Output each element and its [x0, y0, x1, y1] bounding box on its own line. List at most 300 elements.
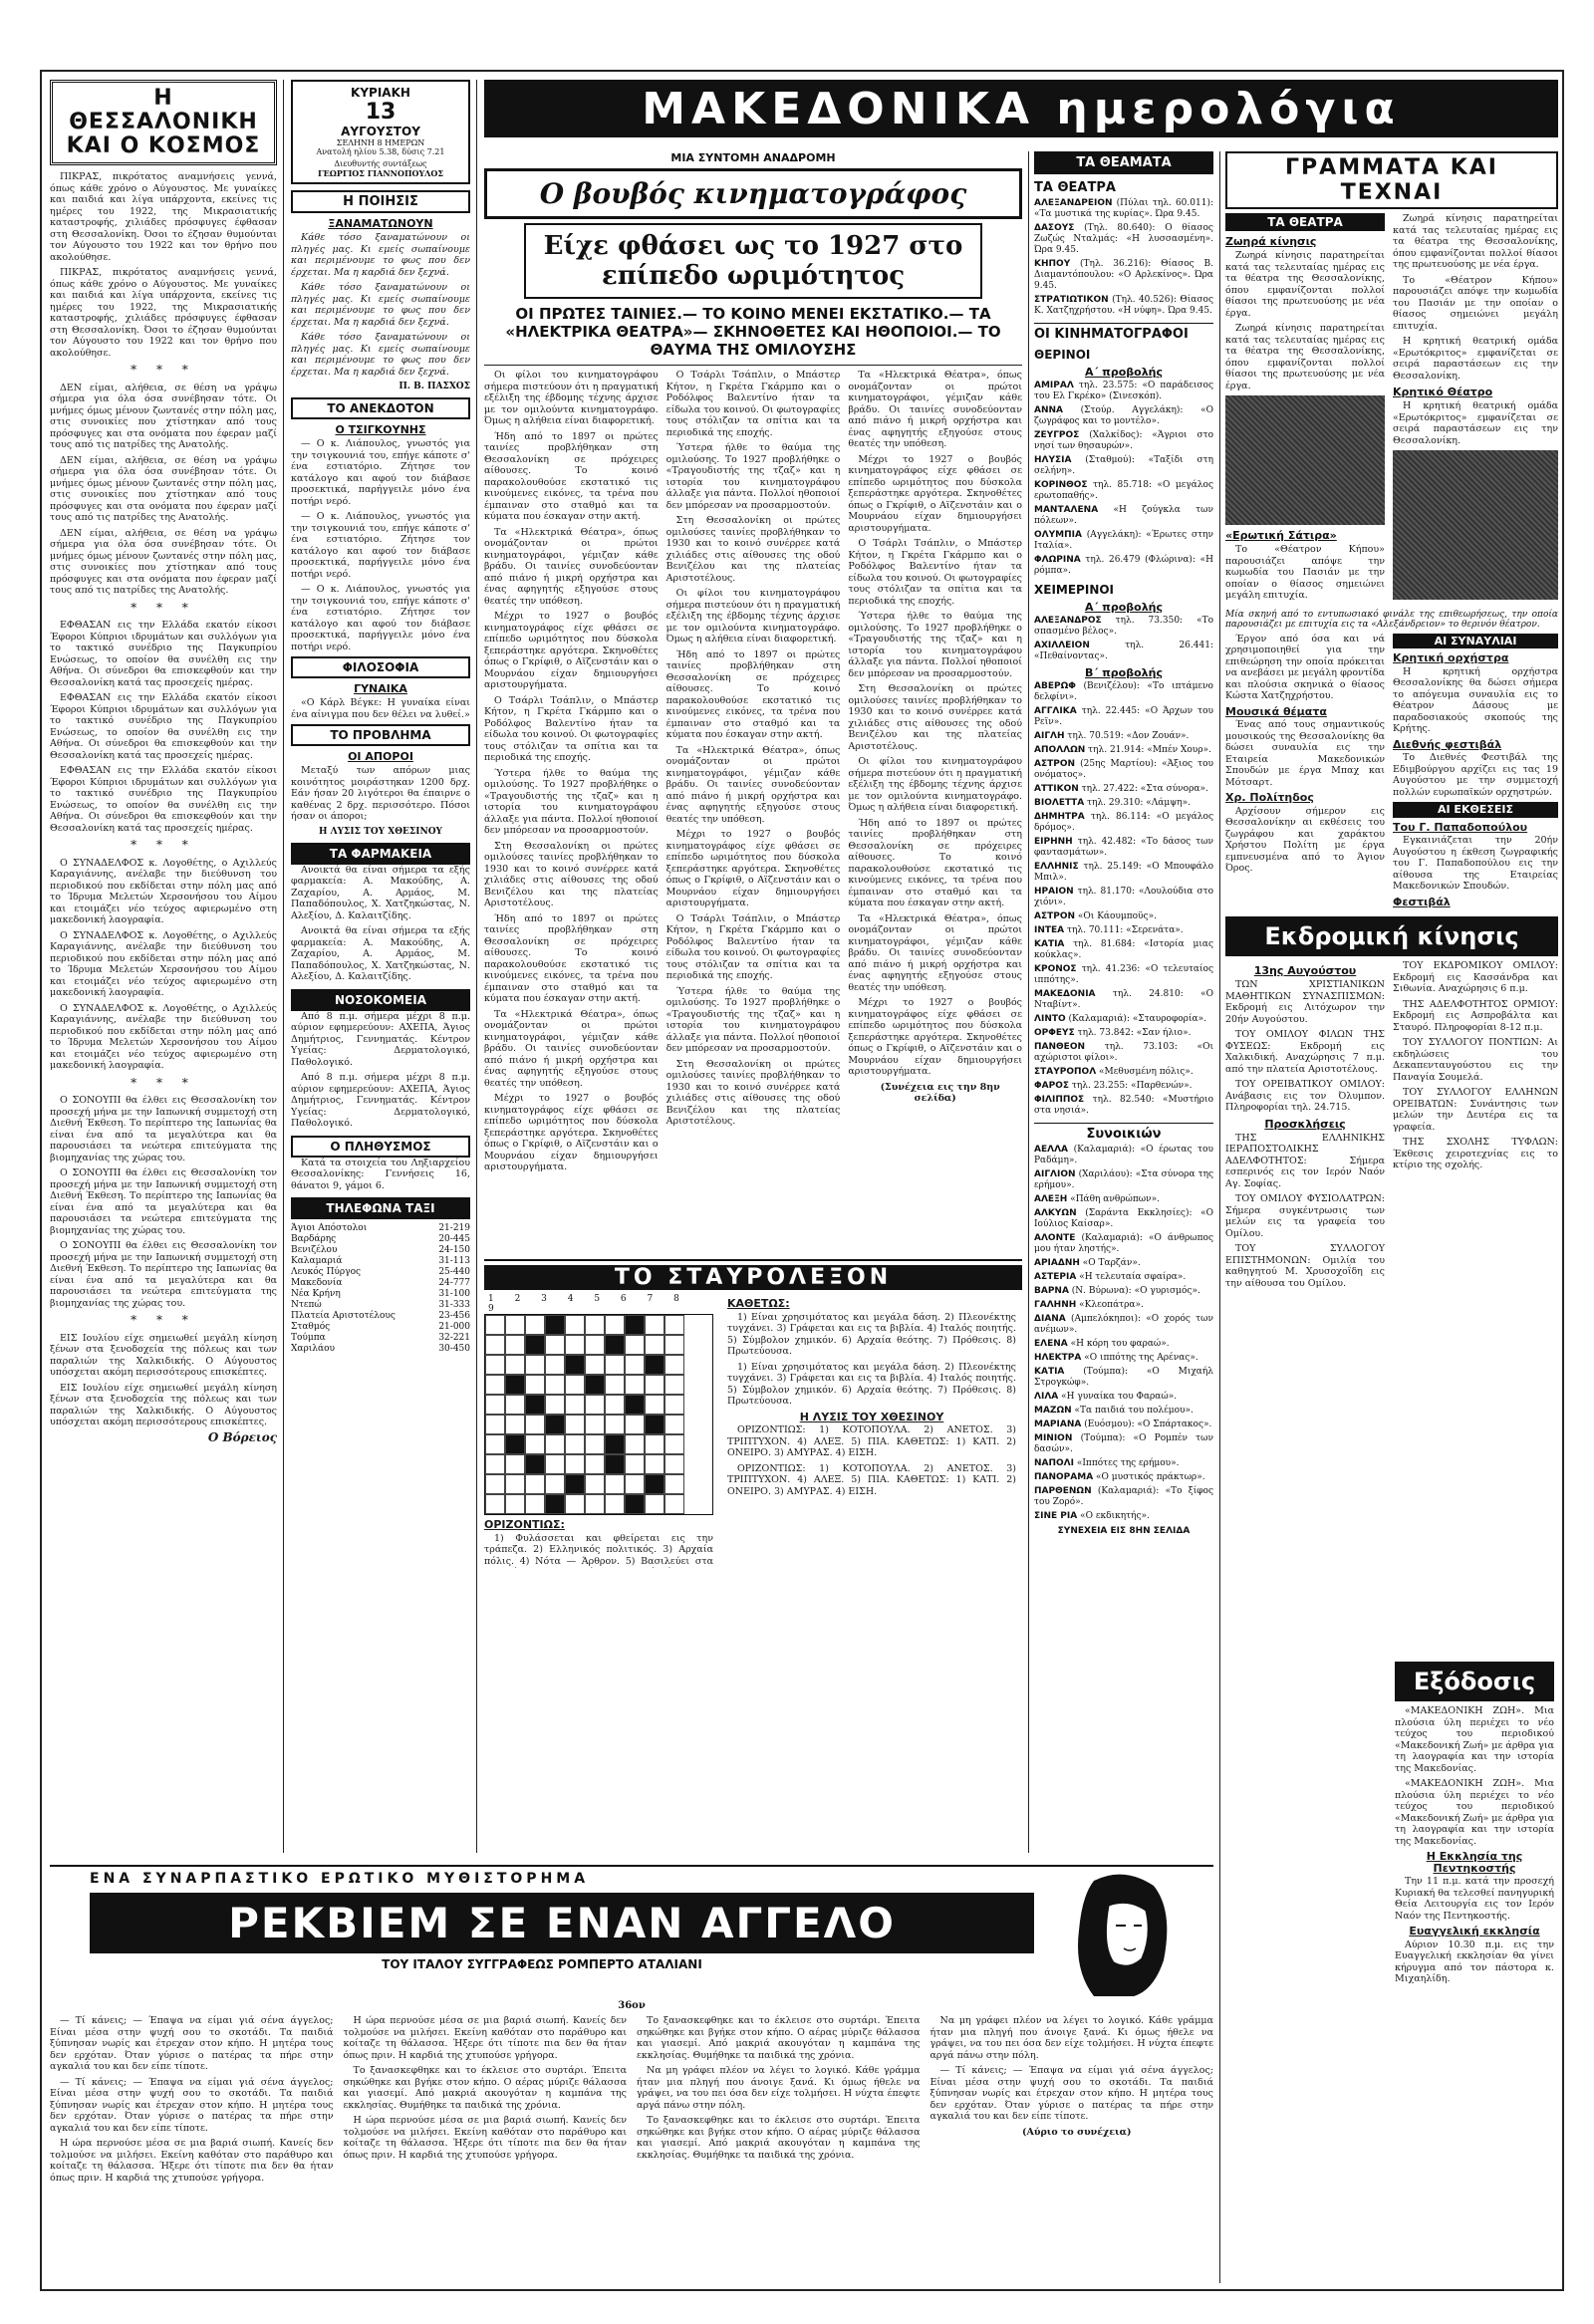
- taxi-row: [291, 1333, 470, 1344]
- taxi-phone: 31-113: [438, 1256, 470, 1266]
- cinema-entry-details: «Η ζούγκλα των πόλεων».: [1034, 505, 1213, 526]
- article-continued: (Συνέχεια εις την 8ην σελίδα): [880, 1081, 1000, 1104]
- theater-entry-name: ΑΛΕΞΑΝΔΡΕΙΟΝ: [1034, 198, 1113, 208]
- publications-header: Εξόδοσις: [1395, 1662, 1554, 1701]
- cinema-entry-details: (Καλαμαριά): «Ο έρωτας του Ραδάμη».: [1034, 1145, 1213, 1165]
- crossword-cell[interactable]: [625, 1415, 645, 1434]
- crossword-cell[interactable]: [565, 1434, 585, 1454]
- cinema-entry-details: (Καλαμαριά): «Ο άνθρωπος μου ήταν ληστής».: [1034, 1233, 1213, 1254]
- cinema-entry-name: ΑΛΕΞΑΝΔΡΟΣ: [1034, 616, 1102, 626]
- article-paragraph: Ο Τσάρλι Τσάπλιν, ο Μπάστερ Κήτον, η Γκρέτα Γκάρμπο και ο Ροδόλφος Βαλεντίνο ήταν τα είδωλα του κοινού. Οι φωτογραφίες τους στόλιζαν τα σπίτια και τα περιοδικά της εποχής.: [665, 370, 841, 438]
- taxi-row: [291, 1267, 470, 1278]
- article-paragraph: Τα «Ηλεκτρικά Θέατρα», όπως ονομάζονταν οι πρώτοι κινηματογράφοι, γέμιζαν κάθε βράδυ. Οι ταινίες συνοδεύονταν από πιάνο ή μικρή ορχήστρα και ένας αφηγητής εξηγούσε στους θεατές την υπόθεση.: [484, 526, 659, 607]
- crossword-cell[interactable]: [625, 1434, 645, 1454]
- publication-text: «ΜΑΚΕΔΟΝΙΚΗ ΖΩΗ». Μια πλούσια ύλη περιέχει το νέο τεύχος του περιοδικού «Μακεδονική Ζωή» με άρθρα για τη λαογραφία και την ιστορία της Μακεδονίας.: [1395, 1705, 1554, 1774]
- crossword-cell[interactable]: [525, 1415, 545, 1434]
- crossword-cell[interactable]: [585, 1395, 605, 1415]
- crossword-block: [525, 1395, 545, 1415]
- cinema-list: [1034, 381, 1213, 577]
- publisher-label: Διευθυντής συντάξεως: [334, 159, 427, 168]
- cinema-entry: [1034, 455, 1213, 477]
- district-cinemas-header: Συνοικιών: [1034, 1123, 1213, 1142]
- cinema-entry: [1034, 1095, 1213, 1117]
- crossword-block: [525, 1335, 545, 1355]
- article-paragraph: Ο Τσάρλι Τσάπλιν, ο Μπάστερ Κήτον, η Γκρέτα Γκάρμπο και ο Ροδόλφος Βαλεντίνο ήταν τα είδωλα του κοινού. Οι φωτογραφίες τους στόλιζαν τα σπίτια και τα περιοδικά της εποχής.: [484, 694, 659, 763]
- crossword-cell[interactable]: [525, 1494, 545, 1514]
- excursions-header: Εκδρομική κίνησις: [1225, 916, 1558, 956]
- cinema-entry: [1034, 1433, 1213, 1455]
- exhibitions-header: ΑΙ ΕΚΘΕΣΕΙΣ: [1393, 802, 1558, 818]
- poem-author: Π. Β. ΠΑΣΧΟΣ: [398, 382, 470, 391]
- article-paragraph: Ήδη από το 1897 οι πρώτες ταινίες προβλήθηκαν στη Θεσσαλονίκη σε πρόχειρες αίθουσες. Το κοινό παρακολουθούσε εκστατικό τις κινούμενες εικόνες, τα τρένα που έμπαιναν στο σταθμό και τα κύματα που έσκαγαν στην ακτή.: [665, 648, 841, 740]
- cinema-entry: [1034, 1472, 1213, 1483]
- cinema-entry: [1034, 430, 1213, 452]
- crossword-cell[interactable]: [664, 1434, 684, 1454]
- editorial-paragraph: Ο ΣΟΝΟΥΠΙ θα έλθει εις Θεσσαλονίκη τον προσεχή μήνα με την Ιαπωνική συμμετοχή στη Διεθνή Έκθεση. Το περίπτερο της Ιαπωνίας θα είναι ένα από τα μεγαλύτερα και θα παρουσιάσει τα νεώτερα επιτεύγματα της βιομηχανίας της χώρας του.: [50, 1167, 277, 1236]
- taxi-stand: Σταθμός: [291, 1322, 331, 1332]
- crossword-cell[interactable]: [545, 1355, 565, 1375]
- crossword-column-numbers: 1 2 3 4 5 6 7 8 9: [488, 1294, 688, 1314]
- theater-entry-details: (Τηλ. 80.640): Ο θίασος Ζωζώς Νταλμάς: «Η λυσσασμένη». Ώρα 9.45.: [1034, 223, 1213, 255]
- crossword-block: [505, 1434, 525, 1454]
- cinema-entry-details: τηλ. 26.479 (Φλώρινα): «Η ρόμπα».: [1034, 555, 1213, 576]
- crossword-cell[interactable]: [505, 1454, 525, 1474]
- cinema-entry-name: ΑΜΙΡΑΛ: [1034, 381, 1074, 390]
- taxi-stand: Λευκός Πύργος: [291, 1267, 362, 1277]
- cinema-entry-name: ΓΑΛΗΝΗ: [1034, 1300, 1077, 1310]
- crossword-cell[interactable]: [565, 1335, 585, 1355]
- crossword-cell[interactable]: [545, 1395, 565, 1415]
- taxi-phone: 24-777: [438, 1278, 470, 1288]
- crossword-block: [605, 1434, 625, 1454]
- crossword-cell[interactable]: [645, 1494, 664, 1514]
- article-paragraph: Ύστερα ήλθε το θαύμα της ομιλούσης. Το 1927 προβλήθηκε ο «Τραγουδιστής της τζαζ» και η ιστορία του κινηματογράφου άλλαξε για πάντα. Πολλοί ηθοποιοί δεν μπόρεσαν να προσαρμοστούν.: [484, 767, 659, 836]
- crossword-cell[interactable]: [605, 1494, 625, 1514]
- theater-entry: [1034, 259, 1213, 292]
- crossword-cell[interactable]: [545, 1375, 565, 1395]
- crossword-cell[interactable]: [645, 1434, 664, 1454]
- excursion-item: ΤΟΥ ΟΜΙΛΟΥ ΦΙΛΩΝ ΤΗΣ ΦΥΣΕΩΣ: Εκδρομή εις Χαλκιδική. Αναχώρησις 7 π.μ. από την πλατεία Αριστοτέλους.: [1225, 1029, 1385, 1075]
- cinema-entry: [1034, 1286, 1213, 1297]
- article-banner: Ο βουβός κινηματογράφος: [539, 177, 967, 210]
- crossword-cell[interactable]: [585, 1454, 605, 1474]
- solution-text: ΟΡΙΖΟΝΤΙΩΣ: 1) ΚΟΤΟΠΟΥΛΑ. 2) ΑΝΕΤΟΣ. 3) ΤΡΙΠΤΥΧΟΝ. 4) ΑΛΕΞ. 5) ΠΙΑ. ΚΑΘΕΤΩΣ: 1) ΚΑΤΙ. 2) ΟΝΕΙΡΟ. 3) ΑΜΥΡΑΣ. 4) ΕΙΣΗ.: [727, 1462, 1016, 1497]
- crossword-cell[interactable]: [664, 1494, 684, 1514]
- pharmacy-header: ΤΑ ΦΑΡΜΑΚΕΙΑ: [291, 843, 470, 865]
- crossword-cell[interactable]: [485, 1335, 505, 1355]
- article-paragraph: Στη Θεσσαλονίκη οι πρώτες ομιλούσες ταινίες προβλήθηκαν το 1930 και το κοινό συνέρρεε κατά χιλιάδες στις αίθουσες της οδού Βενιζέλου και της πλατείας Αριστοτέλους.: [848, 683, 1022, 752]
- crossword-cell[interactable]: [605, 1415, 625, 1434]
- cinema-entry-details: (Στούρ. Αγγελάκη): «Ο ζωγράφος και το μοντέλο».: [1034, 405, 1213, 426]
- novel-illustration: [1054, 1871, 1194, 1996]
- population-header: Ο ΠΛΗΘΥΣΜΟΣ: [291, 1136, 470, 1158]
- first-run-header: Α΄ προβολής: [1084, 366, 1164, 379]
- arts-paragraph: Ζωηρά κίνησις παρατηρείται κατά τας τελευταίας ημέρας εις τα θέατρα της Θεσσαλονίκης, όπου εμφανίζονται πολλοί θίασοι της πρωτευούσης με νέα έργα.: [1393, 213, 1558, 270]
- article-paragraph: Ύστερα ήλθε το θαύμα της ομιλούσης. Το 1927 προβλήθηκε ο «Τραγουδιστής της τζαζ» και η ιστορία του κινηματογράφου άλλαξε για πάντα. Πολλοί ηθοποιοί δεν μπόρεσαν να προσαρμοστούν.: [665, 442, 841, 511]
- crossword-cell[interactable]: [585, 1415, 605, 1434]
- article-paragraph: Ήδη από το 1897 οι πρώτες ταινίες προβλήθηκαν στη Θεσσαλονίκη σε πρόχειρες αίθουσες. Το κοινό παρακολουθούσε εκστατικό τις κινούμενες εικόνες, τα τρένα που έμπαιναν στο σταθμό και τα κύματα που έσκαγαν στην ακτή.: [484, 912, 659, 1004]
- announcement-item: ΤΟΥ ΣΥΛΛΟΓΟΥ ΕΛΛΗΝΩΝ ΟΡΕΙΒΑΤΩΝ: Συνάντησις των μελών την Δευτέρα εις τα γραφεία.: [1393, 1087, 1558, 1133]
- cinema-entry-name: ΑΧΙΛΛΕΙΟΝ: [1034, 641, 1090, 650]
- article-paragraph: Οι φίλοι του κινηματογράφου σήμερα πιστεύουν ότι η πραγματική εξέλιξη της έβδομης τέχνης άρχισε με τον ομιλούντα κινηματογράφο. Όμως η αλήθεια είναι διαφορετική.: [848, 756, 1022, 813]
- novel-paragraph: — Τί κάνεις; — Έπαψα να είμαι γιά σένα άγγελος; Είναι μέσα στην ψυχή σου το σκοτάδι. Τα παιδιά ξύπνησαν νωρίς και έτρεχαν στον κήπο. Η μητέρα τους δεν ερχόταν. Όταν γύρισε ο πατέρας τα πήρε στην αγκαλιά του και δεν είπε τίποτε.: [50, 2015, 334, 2072]
- crossword-cell[interactable]: [545, 1454, 565, 1474]
- cinema-entry: [1034, 641, 1213, 662]
- crossword-cell[interactable]: [565, 1415, 585, 1434]
- crossword-cell[interactable]: [565, 1395, 585, 1415]
- crossword-cell[interactable]: [625, 1355, 645, 1375]
- arts-section: [1225, 151, 1558, 908]
- editorial-paragraph: ΔΕΝ είμαι, αλήθεια, σε θέση να γράψω σήμερα για όλα όσα συνέβησαν τότε. Οι μνήμες όμως μένουν ζωντανές στην πόλη μας, στις συνοικίες που χτίστηκαν από τους πρόσφυγες και στα ονόματα που έφεραν μαζί τους από τις πατρίδες της Ανατολής.: [50, 382, 277, 450]
- novel-paragraph: Η ώρα περνούσε μέσα σε μια βαριά σιωπή. Κανείς δεν τολμούσε να μιλήσει. Εκείνη καθόταν στο παράθυρο και κοίταζε τη θάλασσα. Ήξερε ότι τίποτε πια δεν θα ήταν όπως πριν. Η καρδιά της χτυπούσε γρήγορα.: [343, 2115, 627, 2161]
- crossword-cell[interactable]: [625, 1375, 645, 1395]
- church-text: Την 11 π.μ. κατά την προσεχή Κυριακή θα τελεσθεί πανηγυρική Θεία Λειτουργία εις τον Ιερόν Ναόν της Πεντηκοστής.: [1395, 1876, 1554, 1922]
- listings-header: ΤΑ ΘΕΑΜΑΤΑ: [1034, 151, 1213, 174]
- taxi-stand: Καλαμαριά: [291, 1256, 343, 1266]
- taxi-stand: Βαρδάρης: [291, 1234, 337, 1244]
- crossword-cell[interactable]: [505, 1335, 525, 1355]
- novel-paragraph: — Τί κάνεις; — Έπαψα να είμαι γιά σένα άγγελος; Είναι μέσα στην ψυχή σου το σκοτάδι. Τα παιδιά ξύπνησαν νωρίς και έτρεχαν στον κήπο. Η μητέρα τους δεν ερχόταν. Όταν γύρισε ο πατέρας τα πήρε στην αγκαλιά του και δεν είπε τίποτε.: [50, 2076, 334, 2134]
- cinema-entry: [1034, 1169, 1213, 1191]
- article-banner-box: [484, 168, 1022, 219]
- crossword-block: [545, 1315, 565, 1335]
- cinema-entry-details: (Τούμπα): «Ο Μιχαήλ Στρογκώφ».: [1034, 1367, 1213, 1388]
- crossword-grid[interactable]: [484, 1314, 713, 1515]
- taxi-list: [291, 1223, 470, 1355]
- anecdote-header: ΤΟ ΑΝΕΚΔΟΤΟΝ: [291, 397, 470, 419]
- winter-cinemas-header: ΧΕΙΜΕΡΙΝΟΙ: [1034, 583, 1115, 597]
- crossword-cell[interactable]: [505, 1355, 525, 1375]
- crossword-cell[interactable]: [525, 1355, 545, 1375]
- crossword-block: [585, 1375, 605, 1395]
- cinema-entry-details: τηλ. 82.540: «Μυστήριο στα νησιά».: [1034, 1095, 1213, 1116]
- crossword-cell[interactable]: [545, 1474, 565, 1494]
- cinema-entry: [1034, 989, 1213, 1011]
- crossword-cell[interactable]: [525, 1434, 545, 1454]
- cinema-entry: [1034, 530, 1213, 552]
- novel-part: 36ον: [618, 2000, 646, 2011]
- theatre-item-text: Ζωηρά κίνησις παρατηρείται κατά τας τελευταίας ημέρας εις τα θέατρα της Θεσσαλονίκης, όπου εμφανίζονται πολλοί θίασοι της πρωτευούσης με νέα έργα.: [1225, 250, 1385, 319]
- cinema-entry-name: ΕΛΕΝΑ: [1034, 1339, 1068, 1349]
- cinema-entry-name: ΦΛΩΡΙΝΑ: [1034, 555, 1081, 565]
- cinema-article: [484, 151, 1022, 1247]
- cinema-entry: [1034, 1233, 1213, 1255]
- crossword-cell[interactable]: [485, 1415, 505, 1434]
- crossword-cell[interactable]: [565, 1315, 585, 1335]
- taxi-stand: Άγιοι Απόστολοι: [291, 1223, 368, 1233]
- crossword-cell[interactable]: [645, 1315, 664, 1335]
- crossword-cell[interactable]: [645, 1375, 664, 1395]
- taxi-phone: 21-000: [438, 1322, 470, 1332]
- crossword-cell[interactable]: [625, 1454, 645, 1474]
- crossword-cell[interactable]: [605, 1474, 625, 1494]
- crossword-cell[interactable]: [664, 1395, 684, 1415]
- arts-paragraph: Έργον από όσα και νά χρησιμοποιηθεί για την επιθεώρηση την οποία πρόκειται να ανεβάσει με μεγάλη φροντίδα και πλούσια σκηνικά ο θίασος Κώστα Χατζηχρήστου.: [1225, 633, 1385, 701]
- pharmacy-text: Ανοικτά θα είναι σήμερα τα εξής φαρμακεία: Α. Μακούδης, Α. Ζαχαρίου, Α. Αρμάος, Μ. Παπαδόπουλος, Χ. Χατζηκώστας, Ν. Αλεξίου, Δ. Καλαιτζίδης.: [291, 864, 470, 921]
- masthead-banner: [484, 80, 1558, 137]
- crossword-cell[interactable]: [485, 1474, 505, 1494]
- crossword-cell[interactable]: [485, 1355, 505, 1375]
- article-body: [484, 370, 1022, 1177]
- crossword-block: [605, 1454, 625, 1474]
- taxi-phone: 23-456: [438, 1311, 470, 1321]
- column-shorts: [291, 80, 470, 1853]
- cinema-entry-details: «Μεθυσμένη πόλις».: [1099, 1067, 1194, 1077]
- crossword-cell[interactable]: [505, 1474, 525, 1494]
- second-run-header: Β΄ προβολής: [1085, 666, 1163, 679]
- cinema-entry: [1034, 784, 1213, 795]
- cinema-entry: [1034, 939, 1213, 961]
- crossword-cell[interactable]: [525, 1375, 545, 1395]
- concert-title: Κρητική ορχήστρα: [1393, 651, 1509, 664]
- cinema-entry: [1034, 405, 1213, 427]
- cinema-entry: [1034, 1028, 1213, 1039]
- taxi-phone: 30-450: [438, 1344, 470, 1354]
- editorial-headline: Η ΘΕΣΣΑΛΟΝΙΚΗ ΚΑΙ Ο ΚΟΣΜΟΣ: [66, 86, 261, 158]
- arts-paragraph: Η κρητική θεατρική ομάδα «Ερωτόκριτος» εμφανίζεται σε σειρά παραστάσεων εις την Θεσσαλονίκη.: [1393, 336, 1558, 382]
- cinema-entry-name: ΑΙΓΛΗ: [1034, 731, 1065, 741]
- cinema-entry-details: τηλ. 81.684: «Ιστορία μιας κούκλας».: [1034, 939, 1213, 960]
- crossword-cell[interactable]: [585, 1315, 605, 1335]
- day-number: 13: [365, 100, 397, 125]
- crossword-cell[interactable]: [664, 1415, 684, 1434]
- excursion-item: ΤΗΣ ΑΔΕΛΦΟΤΗΤΟΣ ΟΡΜΙΟΥ: Εκδρομή εις Ασπροβάλτα και Σταυρό. Πληροφορίαι 8-12 π.μ.: [1393, 998, 1558, 1033]
- crossword-cell[interactable]: [605, 1395, 625, 1415]
- article-paragraph: Τα «Ηλεκτρικά Θέατρα», όπως ονομάζονταν οι πρώτοι κινηματογράφοι, γέμιζαν κάθε βράδυ. Οι ταινίες συνοδεύονταν από πιάνο ή μικρή ορχήστρα και ένας αφηγητής εξηγούσε στους θεατές την υπόθεση.: [848, 370, 1022, 449]
- crossword-cell[interactable]: [485, 1494, 505, 1514]
- problem-header: ΤΟ ΠΡΟΒΛΗΜΑ: [291, 724, 470, 746]
- crossword-block: [645, 1474, 664, 1494]
- article-paragraph: Στη Θεσσαλονίκη οι πρώτες ομιλούσες ταινίες προβλήθηκαν το 1930 και το κοινό συνέρρεε κατά χιλιάδες στις αίθουσες της οδού Βενιζέλου και της πλατείας Αριστοτέλους.: [484, 840, 659, 908]
- crossword-cell[interactable]: [505, 1315, 525, 1335]
- crossword-cell[interactable]: [565, 1375, 585, 1395]
- church-header: Η Εκκλησία της Πεντηκοστής: [1426, 1850, 1523, 1875]
- cinema-entry-details: «Η τελευταία σφαίρα».: [1079, 1272, 1187, 1282]
- theater-entry: [1034, 295, 1213, 317]
- cinema-entry-name: ΗΛΥΣΙΑ: [1034, 455, 1072, 465]
- cinema-entry-details: τηλ. 73.350: «Το σπασμένο βέλος».: [1034, 616, 1213, 637]
- cinema-entry-details: (Καλαμαριά): «Σταυροφορία».: [1068, 1014, 1206, 1024]
- cinema-entry-details: «Ο εκδικητής».: [1080, 1511, 1150, 1521]
- anecdote-text: — Ο κ. Λιάπουλος, γνωστός για την τσιγκουνιά του, επήγε κάποτε σ' ένα εστιατόριο. Ζήτησε τον κατάλογο και αφού τον διάβασε προσεκτικά, παρήγγειλε μόνο ένα ποτήρι νερό.: [291, 511, 470, 580]
- cinema-entry: [1034, 964, 1213, 986]
- crossword-cell[interactable]: [525, 1474, 545, 1494]
- crossword-cell[interactable]: [664, 1335, 684, 1355]
- cinema-entry-details: τηλ. 41.236: «Ο τελευταίος ιππότης».: [1034, 964, 1213, 985]
- taxi-row: [291, 1344, 470, 1355]
- editorial-paragraph: ΕΦΘΑΣΑΝ εις την Ελλάδα εκατόν είκοσι Έφοροι Κύπριοι ιδρυμάτων και συλλόγων για το τακτικό συνέδριο της Παγκυπρίου Ενώσεως, το οποίον θα συνέλθη εις την Αθήνα. Οι σύνεδροι θα επισκεφθούν και την Θεσσαλονίκη κατά τας προσεχείς ημέρας.: [50, 692, 277, 761]
- cinema-entry: [1034, 1353, 1213, 1364]
- article-kicker: ΜΙΑ ΣΥΝΤΟΜΗ ΑΝΑΔΡΟΜΗ: [670, 151, 836, 164]
- crossword-cell[interactable]: [664, 1315, 684, 1335]
- cinema-entry: [1034, 1392, 1213, 1403]
- exhibition-title: Του Γ. Παπαδοπούλου: [1393, 820, 1528, 834]
- crossword-cell[interactable]: [645, 1454, 664, 1474]
- crossword-cell[interactable]: [664, 1454, 684, 1474]
- philosophy-header: ΦΙΛΟΣΟΦΙΑ: [291, 656, 470, 678]
- cinema-entry-details: τηλ. 21.914: «Μπέν Χουρ».: [1088, 745, 1211, 755]
- article-paragraph: Τα «Ηλεκτρικά Θέατρα», όπως ονομάζονταν οι πρώτοι κινηματογράφοι, γέμιζαν κάθε βράδυ. Οι ταινίες συνοδεύονταν από πιάνο ή μικρή ορχήστρα και ένας αφηγητής εξηγούσε στους θεατές την υπόθεση.: [484, 1008, 659, 1089]
- crossword-cell[interactable]: [545, 1434, 565, 1454]
- anecdote-text: — Ο κ. Λιάπουλος, γνωστός για την τσιγκουνιά του, επήγε κάποτε σ' ένα εστιατόριο. Ζήτησε τον κατάλογο και αφού τον διάβασε προσεκτικά, παρήγγειλε μόνο ένα ποτήρι νερό.: [291, 584, 470, 652]
- cinema-entry: [1034, 1067, 1213, 1078]
- crossword-cell[interactable]: [545, 1335, 565, 1355]
- cinema-entry-details: (Χαριλάου): «Στα σύνορα της ερήμου».: [1034, 1169, 1213, 1190]
- cinema-entry-name: ΙΝΤΕΑ: [1034, 925, 1065, 935]
- cinema-entry-name: ΑΠΟΛΛΩΝ: [1034, 745, 1086, 755]
- theatre-item-title: Κρητικό Θέατρο: [1393, 386, 1493, 398]
- cinema-entry-name: ΣΤΑΥΡΟΠΟΛ: [1034, 1067, 1097, 1077]
- cinema-entry-name: ΑΛΚΥΩΝ: [1034, 1208, 1077, 1218]
- theater-entry-name: ΚΗΠΟΥ: [1034, 259, 1071, 269]
- crossword-cell[interactable]: [585, 1434, 605, 1454]
- hospitals-text: Από 8 π.μ. σήμερα μέχρι 8 π.μ. αύριον εφημερεύουν: ΑΧΕΠΑ, Άγιος Δημήτριος, Γεννηματάς. Κέντρον Υγείας: Δερματολογικό, Παθολογικό.: [291, 1072, 470, 1129]
- article-paragraph: Τα «Ηλεκτρικά Θέατρα», όπως ονομάζονταν οι πρώτοι κινηματογράφοι, γέμιζαν κάθε βράδυ. Οι ταινίες συνοδεύονταν από πιάνο ή μικρή ορχήστρα και ένας αφηγητής εξηγούσε στους θεατές την υπόθεση.: [848, 912, 1022, 993]
- cinema-entry-details: «Η κόρη του φαραώ».: [1070, 1339, 1170, 1349]
- cinema-entry: [1034, 1272, 1213, 1283]
- crossword-cell[interactable]: [605, 1315, 625, 1335]
- cinema-entry-details: τηλ. 25.149: «Ο Μπουφάλο Μπιλ».: [1034, 862, 1213, 883]
- down-clues: 1) Είναι χρησιμότατος και μεγάλα δάση. 2) Πλεονέκτης τυγχάνει. 3) Γράφεται και εις τα βιβλία. 4) Ιταλός ποιητής. 5) Σύμβολον χημικόν. 6) Αρχαία θεότης. 7) Πρόθεσις. 8) Πρωτεύουσα.: [727, 1311, 1016, 1357]
- article-deck: ΟΙ ΠΡΩΤΕΣ ΤΑΙΝΙΕΣ.— ΤΟ ΚΟΙΝΟ ΜΕΝΕΙ ΕΚΣΤΑΤΙΚΟ.— ΤΑ «ΗΛΕΚΤΡΙΚΑ ΘΕΑΤΡΑ»— ΣΚΗΝΟΘΕΤΕΣ ΚΑΙ ΗΘΟΠΟΙΟΙ.— ΤΟ ΘΑΥΜΑ ΤΗΣ ΟΜΙΛΟΥΣΗΣ: [505, 305, 1001, 359]
- theater-entry-details: (Πύλαι τηλ. 60.011): «Τα μυστικά της κυρίας». Ώρα 9.45.: [1034, 198, 1213, 219]
- crossword-cell[interactable]: [485, 1315, 505, 1335]
- cinema-entry-name: ΑΝΝΑ: [1034, 405, 1063, 415]
- crossword-block: [545, 1415, 565, 1434]
- cinema-entry-name: ΑΣΤΡΟΝ: [1034, 759, 1076, 769]
- crossword-block: [545, 1494, 565, 1514]
- cinema-entry-name: ΗΛΕΚΤΡΑ: [1034, 1353, 1082, 1363]
- editorial-paragraph: Ο ΣΥΝΑΔΕΛΦΟΣ κ. Λογοθέτης, ο Αχιλλεύς Καραγιάννης, ανέλαβε την διεύθυνση του περιοδικού που εκδίδεται στην πόλη μας από το Ίδρυμα Μελετών Χερσονήσου του Αίμου και ετοιμάζει νέο τεύχος αφιερωμένο στη μακεδονική λαογραφία.: [50, 929, 277, 998]
- taxi-row: [291, 1311, 470, 1322]
- crossword-cell[interactable]: [505, 1415, 525, 1434]
- crossword-cell[interactable]: [585, 1355, 605, 1375]
- crossword-cell[interactable]: [485, 1395, 505, 1415]
- crossword-cell[interactable]: [664, 1474, 684, 1494]
- taxi-row: [291, 1234, 470, 1245]
- crossword-cell[interactable]: [605, 1355, 625, 1375]
- crossword-cell[interactable]: [664, 1355, 684, 1375]
- article-paragraph: Στη Θεσσαλονίκη οι πρώτες ομιλούσες ταινίες προβλήθηκαν το 1930 και το κοινό συνέρρεε κατά χιλιάδες στις αίθουσες της οδού Βενιζέλου και της πλατείας Αριστοτέλους.: [665, 515, 841, 584]
- crossword-block: [625, 1395, 645, 1415]
- crossword-cell[interactable]: [485, 1454, 505, 1474]
- crossword-cell[interactable]: [585, 1335, 605, 1355]
- column-editorial: [50, 80, 277, 1853]
- novel-paragraph: Η ώρα περνούσε μέσα σε μια βαριά σιωπή. Κανείς δεν τολμούσε να μιλήσει. Εκείνη καθόταν στο παράθυρο και κοίταζε τη θάλασσα. Ήξερε ότι τίποτε πια δεν θα ήταν όπως πριν. Η καρδιά της χτυπούσε γρήγορα.: [50, 2138, 334, 2184]
- crossword-cell[interactable]: [525, 1315, 545, 1335]
- music-text: Ένας από τους σημαντικούς μουσικούς της Θεσσαλονίκης θα δώσει συναυλία εις την Εταιρεία Μακεδονικών Σπουδών με έργα Μπαχ και Μότσαρτ.: [1225, 719, 1385, 788]
- cinema-entry-details: «Τα παιδιά του πολέμου».: [1074, 1406, 1194, 1416]
- crossword-title: ΤΟ ΣΤΑΥΡΟΛΕΞΟΝ: [484, 1265, 1022, 1290]
- crossword-cell[interactable]: [645, 1395, 664, 1415]
- editorial-paragraph: ΔΕΝ είμαι, αλήθεια, σε θέση να γράψω σήμερα για όλα όσα συνέβησαν τότε. Οι μνήμες όμως μένουν ζωντανές στην πόλη μας, στις συνοικίες που χτίστηκαν από τους πρόσφυγες και στα ονόματα που έφεραν μαζί τους από τις πατρίδες της Ανατολής.: [50, 454, 277, 523]
- crossword-cell[interactable]: [565, 1494, 585, 1514]
- cinema-entry-name: ΚΡΟΝΟΣ: [1034, 964, 1077, 974]
- cinema-entry: [1034, 1258, 1213, 1269]
- cinema-entry: [1034, 887, 1213, 908]
- crossword-cell[interactable]: [625, 1335, 645, 1355]
- publication-text: «ΜΑΚΕΔΟΝΙΚΗ ΖΩΗ». Μια πλούσια ύλη περιέχει το νέο τεύχος του περιοδικού «Μακεδονική Ζωή» με άρθρα για τη λαογραφία και την ιστορία της Μακεδονίας.: [1395, 1778, 1554, 1847]
- cinema-entry-name: ΑΣΤΡΟΝ: [1034, 911, 1076, 921]
- crossword-cell[interactable]: [605, 1375, 625, 1395]
- crossword-block: [645, 1355, 664, 1375]
- cinema-entry-name: ΛΙΝΤΟ: [1034, 1014, 1066, 1024]
- evangelical-header: Ευαγγελική εκκλησία: [1409, 1925, 1540, 1937]
- crossword-cell[interactable]: [485, 1434, 505, 1454]
- editorial-paragraph: ΕΙΣ Ιουλίου είχε σημειωθεί μεγάλη κίνηση ξένων στα ξενοδοχεία της πόλεως και των παραλιών της Χαλκιδικής. Ο Αύγουστος υπόσχεται ακόμη περισσότερους επισκέπτες.: [50, 1332, 277, 1378]
- theatre-item-text: Ζωηρά κίνησις παρατηρείται κατά τας τελευταίας ημέρας εις τα θέατρα της Θεσσαλονίκης, όπου εμφανίζονται πολλοί θίασοι της πρωτευούσης με νέα έργα.: [1225, 323, 1385, 391]
- crossword-cell[interactable]: [565, 1454, 585, 1474]
- cinema-entry: [1034, 1406, 1213, 1417]
- novel-paragraph: Η ώρα περνούσε μέσα σε μια βαριά σιωπή. Κανείς δεν τολμούσε να μιλήσει. Εκείνη καθόταν στο παράθυρο και κοίταζε τη θάλασσα. Ήξερε ότι τίποτε πια δεν θα ήταν όπως πριν. Η καρδιά της χτυπούσε γρήγορα.: [343, 2015, 627, 2061]
- cinema-entry-details: τηλ. 81.170: «Λουλούδια στο χιόνι».: [1034, 887, 1213, 907]
- article-paragraph: Ύστερα ήλθε το θαύμα της ομιλούσης. Το 1927 προβλήθηκε ο «Τραγουδιστής της τζαζ» και η ιστορία του κινηματογράφου άλλαξε για πάντα. Πολλοί ηθοποιοί δεν μπόρεσαν να προσαρμοστούν.: [848, 611, 1022, 679]
- excursion-item: ΤΟΥ ΕΚΔΡΟΜΙΚΟΥ ΟΜΙΛΟΥ: Εκδρομή εις Κασσάνδρα και Σιθωνία. Αναχώρησις 6 π.μ.: [1393, 960, 1558, 994]
- announcement-list: [1225, 1133, 1385, 1290]
- cinema-entry: [1034, 381, 1213, 402]
- crossword-cell[interactable]: [505, 1494, 525, 1514]
- cinema-entry-name: ΣΙΝΕ ΡΙΑ: [1034, 1511, 1078, 1521]
- editorial-paragraph: Ο ΣΥΝΑΔΕΛΦΟΣ κ. Λογοθέτης, ο Αχιλλεύς Καραγιάννης, ανέλαβε την διεύθυνση του περιοδικού που εκδίδεται στην πόλη μας από το Ίδρυμα Μελετών Χερσονήσου του Αίμου και ετοιμάζει νέο τεύχος αφιερωμένο στη μακεδονική λαογραφία.: [50, 1002, 277, 1071]
- novel-paragraph: Να μη γράφει πλέον να λέγει το λογικό. Κάθε γράμμα ήταν μια πληγή που άνοιγε ξανά. Κι όμως ήθελε να γράψει, να του πει όσα δεν είχε τολμήσει. Η νύχτα έπεφτε αργά πάνω στην πόλη.: [930, 2015, 1213, 2061]
- excursion-item: ΤΩΝ ΧΡΙΣΤΙΑΝΙΚΩΝ ΜΑΘΗΤΙΚΩΝ ΣΥΝΑΣΠΙΣΜΩΝ: Εκδρομή εις Λιτόχωρον την 20ήν Αυγούστου.: [1225, 979, 1385, 1025]
- cinema-entry: [1034, 731, 1213, 742]
- cinema-entry-details: τηλ. 27.422: «Στα σύνορα».: [1081, 784, 1208, 794]
- gallery-header: Χρ. Πολίτηδος: [1225, 791, 1314, 804]
- cinema-entry-name: ΛΙΛΑ: [1034, 1392, 1059, 1402]
- crossword-cell[interactable]: [664, 1375, 684, 1395]
- exhibition-text: Εγκαινιάζεται την 20ήν Αυγούστου η έκθεση ζωγραφικής του Γ. Παπαδοπούλου εις την αίθουσα της Εταιρείας Μακεδονικών Σπουδών.: [1393, 835, 1558, 892]
- music-header: Μουσικά θέματα: [1225, 704, 1327, 718]
- month-name: ΑΥΓΟΥΣΤΟΥ: [341, 125, 420, 138]
- hospitals-text: Από 8 π.μ. σήμερα μέχρι 8 π.μ. αύριον εφημερεύουν: ΑΧΕΠΑ, Άγιος Δημήτριος, Γεννηματάς. Κέντρον Υγείας: Δερματολογικό, Παθολογικό.: [291, 1010, 470, 1068]
- article-paragraph: Μέχρι το 1927 ο βουβός κινηματογράφος είχε φθάσει σε επίπεδο ωριμότητος που δύσκολα ξεπεράστηκε αργότερα. Σκηνοθέτες όπως ο Γκρίφιθ, ο Αϊζενστάιν και ο Μουρνάου είχαν δημιουργήσει αριστουργήματα.: [484, 1093, 659, 1172]
- cinema-entry-name: ΑΙΓΛΙΟΝ: [1034, 1169, 1076, 1179]
- taxi-phone: 31-333: [438, 1300, 470, 1310]
- theater-entry-details: (Τηλ. 40.526): Θίασος Κ. Χατζηχρήστου. «Η νύφη». Ώρα 9.45.: [1034, 295, 1213, 316]
- crossword-cell[interactable]: [625, 1474, 645, 1494]
- sun-times: Ανατολή ηλίου 5.38, δύσις 7.21: [316, 147, 445, 156]
- article-paragraph: Ήδη από το 1897 οι πρώτες ταινίες προβλήθηκαν στη Θεσσαλονίκη σε πρόχειρες αίθουσες. Το κοινό παρακολουθούσε εκστατικό τις κινούμενες εικόνες, τα τρένα που έμπαιναν στο σταθμό και τα κύματα που έσκαγαν στην ακτή.: [848, 817, 1022, 908]
- cinema-entry: [1034, 1458, 1213, 1469]
- cinema-entry-details: «Ο μυστικός πράκτωρ».: [1096, 1472, 1205, 1482]
- crossword-cell[interactable]: [645, 1335, 664, 1355]
- excursion-item: ΤΟΥ ΟΡΕΙΒΑΤΙΚΟΥ ΟΜΙΛΟΥ: Ανάβασις εις τον Όλυμπον. Πληροφορίαι τηλ. 24.715.: [1225, 1079, 1385, 1113]
- winter-cinema-list: [1034, 616, 1213, 662]
- summer-cinemas-header: ΘΕΡΙΝΟΙ: [1034, 348, 1091, 362]
- crossword-cell[interactable]: [585, 1474, 605, 1494]
- taxi-header: ΤΗΛΕΦΩΝΑ ΤΑΞΙ: [291, 1197, 470, 1219]
- article-paragraph: Ο Τσάρλι Τσάπλιν, ο Μπάστερ Κήτον, η Γκρέτα Γκάρμπο και ο Ροδόλφος Βαλεντίνο ήταν τα είδωλα του κοινού. Οι φωτογραφίες τους στόλιζαν τα σπίτια και τα περιοδικά της εποχής.: [848, 538, 1022, 607]
- cinema-entry-details: (Αγγελάκη): «Έρωτες στην Ιταλία».: [1034, 530, 1213, 551]
- editorial-paragraph: Ο ΣΥΝΑΔΕΛΦΟΣ κ. Λογοθέτης, ο Αχιλλεύς Καραγιάννης, ανέλαβε την διεύθυνση του περιοδικού που εκδίδεται στην πόλη μας από το Ίδρυμα Μελετών Χερσονήσου του Αίμου και ετοιμάζει νέο τεύχος αφιερωμένο στη μακεδονική λαογραφία.: [50, 857, 277, 925]
- taxi-row: [291, 1223, 470, 1234]
- editorial-paragraph: Ο ΣΟΝΟΥΠΙ θα έλθει εις Θεσσαλονίκη τον προσεχή μήνα με την Ιαπωνική συμμετοχή στη Διεθνή Έκθεση. Το περίπτερο της Ιαπωνίας θα είναι ένα από τα μεγαλύτερα και θα παρουσιάσει τα νεώτερα επιτεύγματα της βιομηχανίας της χώρας του.: [50, 1240, 277, 1309]
- crossword-block: [645, 1415, 664, 1434]
- crossword-cell[interactable]: [585, 1494, 605, 1514]
- cinema-entry-name: ΚΑΤΙΑ: [1034, 1367, 1065, 1377]
- cinema-entry-details: «Πάθη ανθρώπων».: [1070, 1194, 1160, 1204]
- cinema-entry: [1034, 759, 1213, 781]
- masthead-title: ΜΑΚΕΔΟΝΙΚΑ ημερολόγια: [642, 83, 1401, 134]
- crossword-cell[interactable]: [485, 1375, 505, 1395]
- cinema-entry-details: (Σταθμού): «Ταξίδι στη σελήνη».: [1034, 455, 1213, 476]
- cinema-entry-name: ΑΛΕΞΗ: [1034, 1194, 1068, 1204]
- section-separator: * * *: [131, 363, 196, 377]
- crossword-block: [525, 1454, 545, 1474]
- cinema-entry-details: τηλ. 70.519: «Δον Ζουάν».: [1067, 731, 1190, 741]
- crossword-cell[interactable]: [505, 1395, 525, 1415]
